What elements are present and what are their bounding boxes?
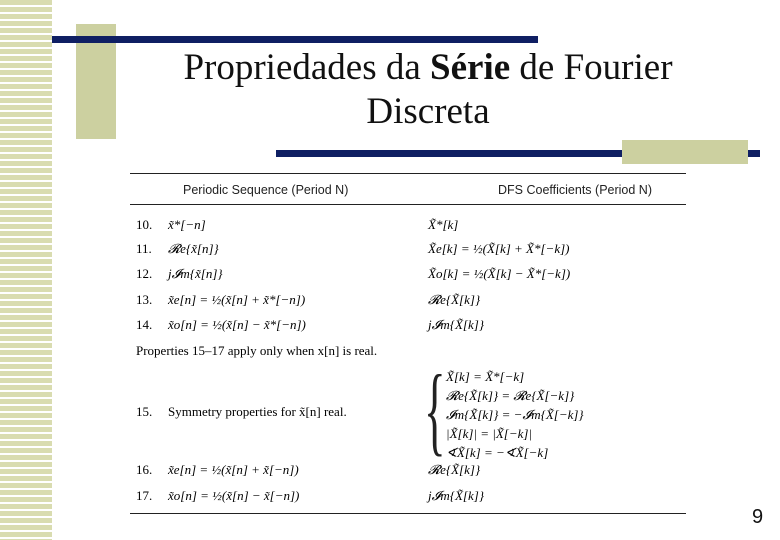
title-part1: Propriedades da <box>183 47 431 88</box>
sequence-expression: 𝓡e{x̃[n]} <box>168 241 219 256</box>
symmetry-line: |X̃[k]| = |X̃[−k]| <box>446 426 532 441</box>
symmetry-label: Symmetry properties for x̃[n] real. <box>168 404 347 419</box>
dfs-expression: X̃o[k] = ½(X̃[k] − X̃*[−k]) <box>428 266 571 281</box>
table-header-rule <box>130 204 686 205</box>
table-row <box>136 292 686 314</box>
table-row <box>136 217 686 239</box>
sequence-expression: x̃o[n] = ½(x̃[n] − x̃[−n]) <box>168 488 300 503</box>
title-bold: Série <box>430 47 511 88</box>
title-line2: Discreta <box>366 91 490 132</box>
property-number: 15. <box>136 404 153 419</box>
symmetry-line: 𝓘m{X̃[k]} = −𝓘m{X̃[−k]} <box>446 407 584 422</box>
dfs-expression: j𝓘m{X̃[k]} <box>428 488 485 503</box>
symmetry-line: X̃[k] = X̃*[−k] <box>446 369 525 384</box>
table-top-rule <box>130 173 686 174</box>
dfs-expression: X̃e[k] = ½(X̃[k] + X̃*[−k]) <box>428 241 570 256</box>
column-header-dfs: DFS Coefficients (Period N) <box>498 183 652 197</box>
table-row <box>136 266 686 288</box>
symmetry-line: 𝓡e{X̃[k]} = 𝓡e{X̃[−k]} <box>446 388 575 403</box>
sequence-expression: x̃*[−n] <box>168 217 206 232</box>
dfs-expression: 𝓡e{X̃[k]} <box>428 462 481 477</box>
sequence-expression: x̃e[n] = ½(x̃[n] + x̃*[−n]) <box>168 292 306 307</box>
table-row <box>136 462 686 484</box>
property-number: 16. <box>136 462 153 477</box>
column-header-sequence: Periodic Sequence (Period N) <box>183 183 349 197</box>
sequence-expression: x̃o[n] = ½(x̃[n] − x̃*[−n]) <box>168 317 306 332</box>
slide-title <box>118 46 738 134</box>
title-part2: de Fourier <box>510 47 673 88</box>
dfs-expression: j𝓘m{X̃[k]} <box>428 317 485 332</box>
sequence-expression: j𝓘m{x̃[n]} <box>168 266 223 281</box>
dfs-expression: 𝓡e{X̃[k]} <box>428 292 481 307</box>
decorative-bar-top <box>52 36 538 43</box>
property-number: 13. <box>136 292 153 307</box>
property-number: 11. <box>136 241 152 256</box>
left-striped-margin <box>0 0 52 540</box>
symmetry-line: ∢X̃[k] = −∢X̃[−k] <box>446 445 549 460</box>
property-number: 10. <box>136 217 153 232</box>
property-number: 14. <box>136 317 153 332</box>
sequence-expression: x̃e[n] = ½(x̃[n] + x̃[−n]) <box>168 462 299 477</box>
property-number: 12. <box>136 266 153 281</box>
real-sequence-note: Properties 15–17 apply only when x[n] is real. <box>136 343 378 358</box>
table-bottom-rule <box>130 513 686 514</box>
table-row <box>136 317 686 339</box>
symmetry-relations <box>446 367 584 462</box>
table-row <box>136 241 686 263</box>
table-row <box>136 488 686 510</box>
dfs-expression: X̃*[k] <box>428 217 459 232</box>
property-number: 17. <box>136 488 153 503</box>
decorative-block-right <box>622 140 748 164</box>
left-brace: { <box>424 354 446 465</box>
page-number: 9 <box>752 506 764 528</box>
